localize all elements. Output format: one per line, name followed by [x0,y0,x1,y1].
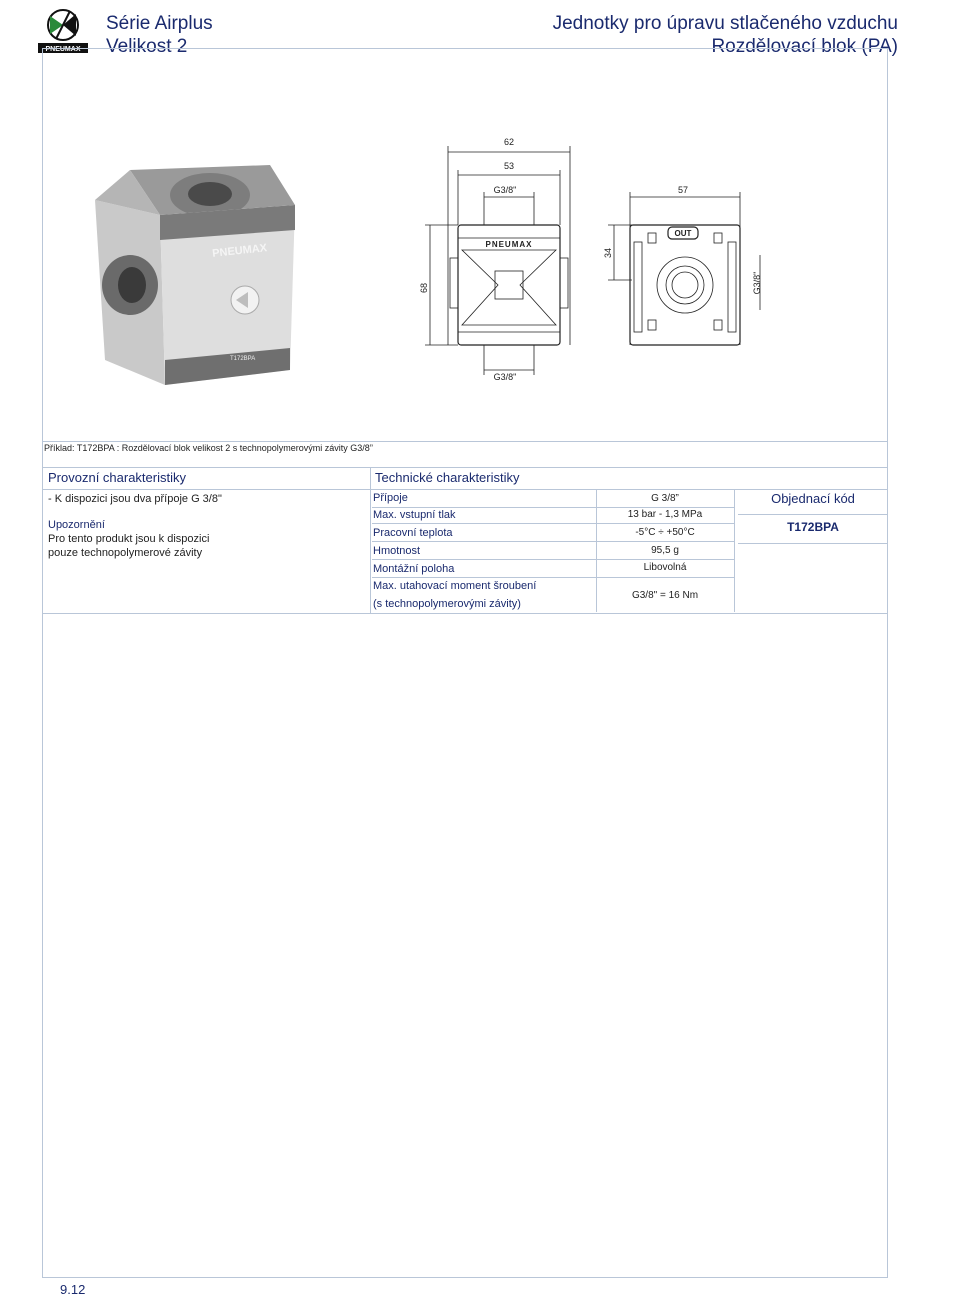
tech-value: G 3/8” [651,493,679,504]
thread-side-label: G3/8" [752,271,762,295]
order-line [738,514,888,515]
divider [43,613,887,614]
tech-value: 13 bar - 1,3 MPa [627,509,703,520]
photo-brand-label: PNEUMAX [211,242,268,260]
warning-title: Upozornění [48,519,105,531]
tech-value: Libovolná [643,562,687,573]
row-line [372,523,734,524]
row-line [372,559,734,560]
operating-line: - K dispozici jsou dva přípoje G 3/8" [48,493,222,505]
dim-57: 57 [677,185,689,195]
tech-value: 95,5 g [651,545,679,556]
tech-value: -5°C ÷ +50°C [635,527,695,538]
tech-label: Hmotnost [373,545,421,557]
order-code: T172BPA [787,520,839,534]
technical-title: Technické charakteristiky [375,470,520,485]
thread-top-label: G3/8" [493,185,517,195]
front-brand-label: PNEUMAX [485,240,533,249]
tech-value: G3/8" = 16 Nm [631,590,699,601]
page-title-line2: Rozdělovací blok (PA) [711,36,898,57]
page-number: 9.12 [60,1282,86,1297]
pneumax-logo-icon [36,6,90,54]
tech-label: Pracovní teplota [373,527,453,539]
product-photo [90,160,305,405]
tech-label-continued: (s technopolymerovými závity) [373,598,521,610]
technical-drawing [410,130,770,390]
divider [43,489,887,490]
order-code-title: Objednací kód [771,491,855,506]
dim-62: 62 [503,137,515,147]
row-line [372,577,734,578]
series-size: Velikost 2 [106,36,188,57]
tech-label: Max. vstupní tlak [373,509,456,521]
tech-label: Přípoje [373,492,408,504]
photo-code-label: T172BPA [230,356,256,362]
divider [43,441,887,442]
divider [370,467,371,613]
operating-title: Provozní charakteristiky [48,470,186,485]
dim-53: 53 [503,161,515,171]
page-title-line1: Jednotky pro úpravu stlačeného vzduchu [552,13,898,34]
thread-bottom-label: G3/8" [493,372,517,382]
warning-line2: pouze technopolymerové závity [48,547,203,559]
dim-34: 34 [603,247,613,259]
series-name: Série Airplus [106,13,213,34]
tech-label: Max. utahovací moment šroubení [373,580,537,592]
logo-text: PNEUMAX [45,46,81,53]
row-line [372,507,734,508]
col-line [596,490,597,612]
order-example: Příklad: T172BPA : Rozdělovací blok velikost 2 s technopolymerovými závity G3/8” [44,443,373,453]
tech-label: Montážní poloha [373,563,455,575]
warning-line1: Pro tento produkt jsou k dispozici [48,533,210,545]
out-port-label: OUT [674,229,692,238]
col-line [734,490,735,612]
dim-68: 68 [419,282,429,294]
row-line [372,541,734,542]
divider [43,467,887,468]
order-line [738,543,888,544]
